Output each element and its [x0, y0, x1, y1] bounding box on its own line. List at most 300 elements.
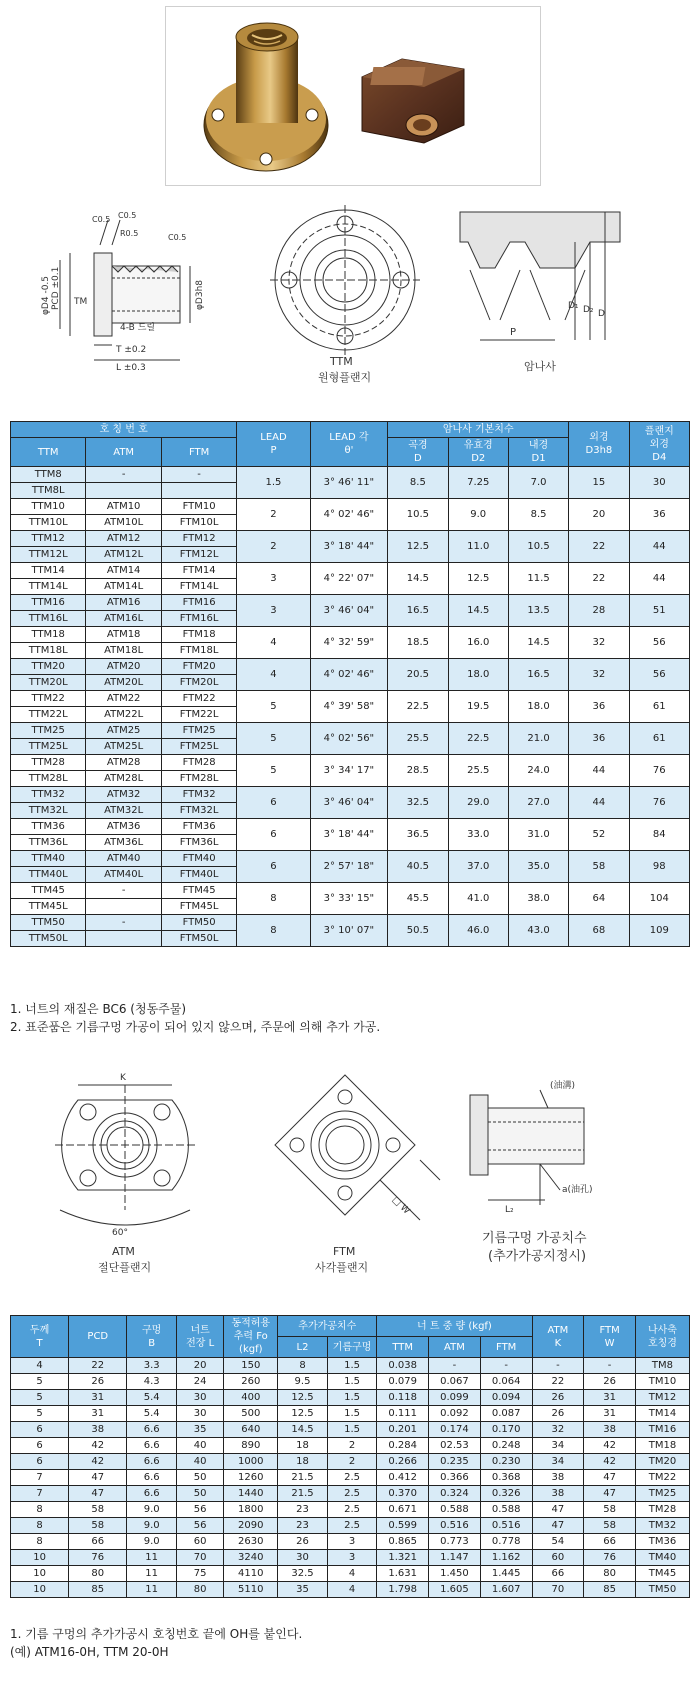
cell-thrust: 4110: [224, 1566, 278, 1582]
atm-angle: 60°: [112, 1228, 128, 1238]
cell-thrust: 640: [224, 1422, 278, 1438]
header-atm-k: [532, 1316, 584, 1358]
cell-l2: 23: [278, 1518, 328, 1534]
cell-length: 56: [176, 1502, 223, 1518]
cell-length: 24: [176, 1374, 223, 1390]
cell-minor-d1: 13.5: [508, 595, 568, 627]
cell-oil-hole: 2.5: [327, 1502, 377, 1518]
cell-atm: ATM20L: [86, 675, 161, 691]
cell-length: 70: [176, 1550, 223, 1566]
header-code-group: 호 칭 번 호: [11, 422, 237, 438]
cell-lead: 6: [237, 819, 310, 851]
atm-k: K: [120, 1073, 126, 1083]
cell-pitch-d2: 18.0: [448, 659, 508, 691]
cell-hole: 5.4: [127, 1390, 177, 1406]
dim-c05c: C0.5: [168, 233, 187, 242]
cell-major-d: 28.5: [388, 755, 448, 787]
cell-outer-diameter: 32: [569, 659, 629, 691]
header-lead-angle: [310, 422, 388, 467]
cell-pitch-d2: 14.5: [448, 595, 508, 627]
cell-atm: ATM40: [86, 851, 161, 867]
cell-weight-atm: 0.516: [429, 1518, 481, 1534]
cell-atm: ATM22: [86, 691, 161, 707]
cell-oil-hole: 2.5: [327, 1518, 377, 1534]
cell-atm: ATM10L: [86, 515, 161, 531]
cell-minor-d1: 16.5: [508, 659, 568, 691]
cell-weight-atm: 0.324: [429, 1486, 481, 1502]
cell-outer-diameter: 22: [569, 563, 629, 595]
cell-ftm-w: 31: [584, 1390, 636, 1406]
cell-screw-code: TM18: [635, 1438, 689, 1454]
header-fl-line3: D4: [652, 451, 667, 463]
cell-l2: 32.5: [278, 1566, 328, 1582]
header-lead-angle-line2: θ': [344, 445, 354, 456]
h2-fo2: 추력 Fo: [233, 1331, 268, 1342]
dim-tm: TM: [74, 297, 88, 307]
cell-pcd: 76: [69, 1550, 127, 1566]
cell-atm-k: 38: [532, 1470, 584, 1486]
cell-l2: 9.5: [278, 1374, 328, 1390]
header-thickness: [11, 1316, 69, 1358]
cell-atm: ATM25: [86, 723, 161, 739]
cell-ftm: FTM28: [161, 755, 236, 771]
oil-caption-2: (추가가공지정시): [488, 1249, 587, 1264]
table-row: [11, 819, 690, 835]
cell-weight-ftm: 1.162: [480, 1550, 532, 1566]
cell-pcd: 26: [69, 1374, 127, 1390]
cell-weight-atm: 0.235: [429, 1454, 481, 1470]
cell-ftm: FTM16L: [161, 611, 236, 627]
cell-atm: ATM32: [86, 787, 161, 803]
oil-top-label: (油溝): [550, 1081, 576, 1091]
thread-p: P: [510, 327, 517, 338]
cell-outer-diameter: 44: [569, 755, 629, 787]
cell-lead: 6: [237, 851, 310, 883]
cell-atm-k: 70: [532, 1582, 584, 1598]
cell-oil-hole: 2: [327, 1454, 377, 1470]
table-row: [11, 1470, 690, 1486]
cell-ttm: TTM22L: [11, 707, 86, 723]
header-weight-ttm: TTM: [377, 1337, 429, 1358]
cell-pitch-d2: 25.5: [448, 755, 508, 787]
cell-ftm: FTM50: [161, 915, 236, 931]
cell-minor-d1: 18.0: [508, 691, 568, 723]
thread-d1: D₁: [568, 301, 579, 311]
cell-weight-ftm: 0.230: [480, 1454, 532, 1470]
h2-l2: 전장 L: [186, 1337, 215, 1349]
table-row: [11, 1518, 690, 1534]
cell-atm-k: 66: [532, 1566, 584, 1582]
ttm-section-drawing: [0, 200, 700, 415]
cell-ttm: TTM50L: [11, 931, 86, 947]
dim-4b: 4-B 드릴: [120, 323, 156, 333]
thread-d2: D₂: [583, 305, 594, 315]
cell-hole: 6.6: [127, 1422, 177, 1438]
h2-w1: FTM: [599, 1324, 620, 1336]
table-row: [11, 1502, 690, 1518]
cell-weight-ftm: 0.170: [480, 1422, 532, 1438]
cell-weight-ftm: 0.326: [480, 1486, 532, 1502]
cell-ttm: TTM16L: [11, 611, 86, 627]
cell-thickness: 6: [11, 1438, 69, 1454]
cell-thickness: 10: [11, 1566, 69, 1582]
header-ftm-w: [584, 1316, 636, 1358]
ttm-caption-2: 원형플랜지: [318, 371, 372, 384]
cell-lead: 3: [237, 563, 310, 595]
header-lead-line1: LEAD: [260, 432, 287, 443]
cell-atm: ATM36: [86, 819, 161, 835]
cell-pcd: 58: [69, 1502, 127, 1518]
cell-length: 75: [176, 1566, 223, 1582]
header-d1-line2: D1: [531, 453, 546, 464]
cell-ftm: FTM22: [161, 691, 236, 707]
cell-length: 40: [176, 1454, 223, 1470]
cell-lead-angle: 4° 22' 07": [310, 563, 388, 595]
cell-weight-ttm: 0.412: [377, 1470, 429, 1486]
cell-atm: ATM32L: [86, 803, 161, 819]
cell-ftm: FTM16: [161, 595, 236, 611]
cell-ftm: FTM12: [161, 531, 236, 547]
cell-hole: 9.0: [127, 1534, 177, 1550]
cell-thrust: 3240: [224, 1550, 278, 1566]
header-atm: ATM: [86, 438, 161, 467]
cell-thickness: 7: [11, 1486, 69, 1502]
cell-ttm: TTM45: [11, 883, 86, 899]
cell-oil-hole: 4: [327, 1582, 377, 1598]
cell-thickness: 8: [11, 1534, 69, 1550]
cell-pitch-d2: 11.0: [448, 531, 508, 563]
cell-l2: 21.5: [278, 1470, 328, 1486]
cell-outer-diameter: 22: [569, 531, 629, 563]
cell-flange-diameter: 61: [629, 723, 689, 755]
cell-weight-ttm: 0.079: [377, 1374, 429, 1390]
ttm-caption-1: TTM: [330, 355, 353, 368]
cell-outer-diameter: 28: [569, 595, 629, 627]
notes-material: [10, 1000, 380, 1036]
cell-weight-atm: 0.174: [429, 1422, 481, 1438]
cell-atm: ATM14: [86, 563, 161, 579]
cell-pcd: 66: [69, 1534, 127, 1550]
cell-outer-diameter: 68: [569, 915, 629, 947]
cell-thrust: 400: [224, 1390, 278, 1406]
cell-hole: 5.4: [127, 1406, 177, 1422]
flange-drawings-svg: [0, 1060, 700, 1315]
cell-oil-hole: 3: [327, 1534, 377, 1550]
note-line: 1. 기름 구멍의 추가가공시 호칭번호 끝에 OH를 붙인다.: [10, 1627, 303, 1641]
cell-hole: 11: [127, 1566, 177, 1582]
h2-t2: T: [36, 1337, 43, 1349]
cell-flange-diameter: 30: [629, 467, 689, 499]
cell-atm: [86, 483, 161, 499]
cell-screw-code: TM12: [635, 1390, 689, 1406]
cell-ftm: FTM45L: [161, 899, 236, 915]
cell-ftm-w: 66: [584, 1534, 636, 1550]
cell-flange-diameter: 44: [629, 531, 689, 563]
cell-weight-atm: 0.067: [429, 1374, 481, 1390]
cell-l2: 18: [278, 1438, 328, 1454]
cell-weight-atm: 02.53: [429, 1438, 481, 1454]
cell-thickness: 5: [11, 1374, 69, 1390]
cell-minor-d1: 8.5: [508, 499, 568, 531]
thread-caption: 암나사: [524, 360, 556, 373]
cell-atm: ATM16: [86, 595, 161, 611]
cell-pitch-d2: 33.0: [448, 819, 508, 851]
cell-lead-angle: 3° 46' 11": [310, 467, 388, 499]
cell-atm: ATM36L: [86, 835, 161, 851]
cell-length: 60: [176, 1534, 223, 1550]
cell-screw-code: TM10: [635, 1374, 689, 1390]
cell-lead: 5: [237, 723, 310, 755]
cell-weight-ttm: 0.266: [377, 1454, 429, 1470]
header-hole: [127, 1316, 177, 1358]
cell-atm-k: 34: [532, 1454, 584, 1470]
ftm-dw: □ W: [389, 1195, 412, 1217]
cell-thrust: 1260: [224, 1470, 278, 1486]
cell-atm: ATM20: [86, 659, 161, 675]
cell-atm-k: 54: [532, 1534, 584, 1550]
cell-thrust: 1000: [224, 1454, 278, 1470]
table-row: [11, 1422, 690, 1438]
cell-pcd: 42: [69, 1438, 127, 1454]
header-flange-diameter: [629, 422, 689, 467]
cell-l2: 14.5: [278, 1422, 328, 1438]
cell-ttm: TTM14L: [11, 579, 86, 595]
cell-hole: 9.0: [127, 1502, 177, 1518]
table-row: [11, 531, 690, 547]
cell-l2: 18: [278, 1454, 328, 1470]
cell-oil-hole: 3: [327, 1550, 377, 1566]
cell-atm: [86, 931, 161, 947]
header-ftm: FTM: [161, 438, 236, 467]
cell-flange-diameter: 109: [629, 915, 689, 947]
cell-ttm: TTM14: [11, 563, 86, 579]
cell-weight-ftm: 1.445: [480, 1566, 532, 1582]
cell-ftm-w: 42: [584, 1438, 636, 1454]
cell-oil-hole: 1.5: [327, 1358, 377, 1374]
cell-lead: 4: [237, 659, 310, 691]
header-lead-angle-line1: LEAD 각: [329, 432, 369, 443]
cell-flange-diameter: 44: [629, 563, 689, 595]
cell-major-d: 14.5: [388, 563, 448, 595]
cell-pitch-d2: 41.0: [448, 883, 508, 915]
cell-ttm: TTM8L: [11, 483, 86, 499]
header-d-line2: D: [414, 453, 422, 464]
cell-lead: 8: [237, 915, 310, 947]
cell-screw-code: TM45: [635, 1566, 689, 1582]
header-lead: [237, 422, 310, 467]
cell-lead-angle: 3° 33' 15": [310, 883, 388, 915]
header-lead-line2: P: [270, 445, 277, 456]
cell-flange-diameter: 76: [629, 755, 689, 787]
table-row: [11, 499, 690, 515]
cell-major-d: 50.5: [388, 915, 448, 947]
cell-ftm: FTM22L: [161, 707, 236, 723]
cell-pitch-d2: 7.25: [448, 467, 508, 499]
cell-lead-angle: 2° 57' 18": [310, 851, 388, 883]
cell-atm: ATM18: [86, 627, 161, 643]
cell-flange-diameter: 104: [629, 883, 689, 915]
cell-atm-k: 22: [532, 1374, 584, 1390]
cell-weight-ttm: 0.865: [377, 1534, 429, 1550]
dim-c05a: C0.5: [92, 215, 111, 224]
cell-ftm-w: 58: [584, 1518, 636, 1534]
cell-ftm-w: 42: [584, 1454, 636, 1470]
cell-weight-ttm: 1.798: [377, 1582, 429, 1598]
cell-flange-diameter: 84: [629, 819, 689, 851]
cell-major-d: 45.5: [388, 883, 448, 915]
cell-minor-d1: 21.0: [508, 723, 568, 755]
cell-ftm: FTM20: [161, 659, 236, 675]
cell-pcd: 80: [69, 1566, 127, 1582]
h2-l1: 너트: [190, 1324, 210, 1336]
cell-thrust: 5110: [224, 1582, 278, 1598]
cell-weight-ttm: 1.631: [377, 1566, 429, 1582]
cell-atm: [86, 899, 161, 915]
header-oil-hole: 기름구멍: [327, 1337, 377, 1358]
cell-lead-angle: 4° 32' 59": [310, 627, 388, 659]
cell-ttm: TTM10L: [11, 515, 86, 531]
cell-screw-code: TM50: [635, 1582, 689, 1598]
cell-major-d: 16.5: [388, 595, 448, 627]
cell-lead: 5: [237, 691, 310, 723]
cell-atm: -: [86, 467, 161, 483]
table-row: [11, 1390, 690, 1406]
cell-minor-d1: 31.0: [508, 819, 568, 851]
header-l2: L2: [278, 1337, 328, 1358]
cell-minor-d1: 43.0: [508, 915, 568, 947]
cell-screw-code: TM28: [635, 1502, 689, 1518]
cell-minor-d1: 38.0: [508, 883, 568, 915]
header-d2-line1: 유효경: [463, 440, 493, 451]
cell-atm: ATM18L: [86, 643, 161, 659]
cell-ftm-w: -: [584, 1358, 636, 1374]
cell-lead-angle: 3° 46' 04": [310, 787, 388, 819]
cell-thrust: 2630: [224, 1534, 278, 1550]
cell-length: 50: [176, 1486, 223, 1502]
cell-length: 20: [176, 1358, 223, 1374]
cell-ftm: FTM28L: [161, 771, 236, 787]
cell-oil-hole: 1.5: [327, 1374, 377, 1390]
cell-pcd: 47: [69, 1486, 127, 1502]
cell-pcd: 31: [69, 1390, 127, 1406]
cell-length: 35: [176, 1422, 223, 1438]
cell-lead: 4: [237, 627, 310, 659]
header-d2-line2: D2: [471, 453, 486, 464]
h2-b2: B: [148, 1337, 156, 1349]
cell-atm: ATM22L: [86, 707, 161, 723]
cell-lead-angle: 3° 18' 44": [310, 531, 388, 563]
note-line: (예) ATM16-0H, TTM 20-0H: [10, 1645, 169, 1659]
header-thrust: [224, 1316, 278, 1358]
cell-major-d: 25.5: [388, 723, 448, 755]
cell-minor-d1: 11.5: [508, 563, 568, 595]
header-weight-ftm: FTM: [480, 1337, 532, 1358]
cell-ftm: FTM18L: [161, 643, 236, 659]
cell-flange-diameter: 56: [629, 659, 689, 691]
h2-w2: W: [604, 1337, 615, 1349]
h2-b1: 구멍: [141, 1324, 162, 1336]
cell-thickness: 10: [11, 1582, 69, 1598]
cell-weight-atm: 0.099: [429, 1390, 481, 1406]
cell-oil-hole: 1.5: [327, 1390, 377, 1406]
cell-major-d: 18.5: [388, 627, 448, 659]
cell-hole: 6.6: [127, 1486, 177, 1502]
cell-minor-d1: 35.0: [508, 851, 568, 883]
cell-outer-diameter: 64: [569, 883, 629, 915]
dim-d3: φD3h8: [195, 279, 205, 310]
cell-thrust: 150: [224, 1358, 278, 1374]
cell-thrust: 500: [224, 1406, 278, 1422]
cell-thickness: 5: [11, 1390, 69, 1406]
dim-r05: R0.5: [120, 229, 139, 238]
cell-ftm: FTM25L: [161, 739, 236, 755]
dim-d4: φD4 -0.5: [41, 275, 51, 315]
cell-ftm: FTM50L: [161, 931, 236, 947]
table-row: [11, 691, 690, 707]
cell-oil-hole: 2.5: [327, 1486, 377, 1502]
cell-screw-code: TM25: [635, 1486, 689, 1502]
cell-ftm-w: 85: [584, 1582, 636, 1598]
header-pcd: PCD: [69, 1316, 127, 1358]
cell-oil-hole: 2: [327, 1438, 377, 1454]
cell-ttm: TTM36L: [11, 835, 86, 851]
cell-length: 80: [176, 1582, 223, 1598]
table-row: [11, 883, 690, 899]
cell-major-d: 12.5: [388, 531, 448, 563]
cell-outer-diameter: 15: [569, 467, 629, 499]
cell-flange-diameter: 56: [629, 627, 689, 659]
dim-c05b: C0.5: [118, 211, 137, 220]
cell-hole: 11: [127, 1582, 177, 1598]
cell-l2: 21.5: [278, 1486, 328, 1502]
cell-major-d: 10.5: [388, 499, 448, 531]
cell-ftm-w: 26: [584, 1374, 636, 1390]
cell-lead-angle: 4° 02' 46": [310, 499, 388, 531]
cell-outer-diameter: 52: [569, 819, 629, 851]
cell-thickness: 10: [11, 1550, 69, 1566]
cell-outer-diameter: 44: [569, 787, 629, 819]
cell-length: 56: [176, 1518, 223, 1534]
table-row: [11, 1406, 690, 1422]
cell-weight-ttm: 0.370: [377, 1486, 429, 1502]
cell-pcd: 22: [69, 1358, 127, 1374]
oil-l2-label: L₂: [505, 1205, 514, 1215]
table-row: [11, 627, 690, 643]
header-ttm: TTM: [11, 438, 86, 467]
cell-atm-k: 38: [532, 1486, 584, 1502]
cell-thrust: 1440: [224, 1486, 278, 1502]
cell-screw-code: TM8: [635, 1358, 689, 1374]
cell-pitch-d2: 37.0: [448, 851, 508, 883]
cell-ftm: FTM40: [161, 851, 236, 867]
cell-screw-code: TM32: [635, 1518, 689, 1534]
cell-weight-ftm: 0.778: [480, 1534, 532, 1550]
header-screw-code: [635, 1316, 689, 1358]
cell-ftm: FTM32: [161, 787, 236, 803]
table-row: [11, 1582, 690, 1598]
cell-ttm: TTM12: [11, 531, 86, 547]
cell-weight-atm: 0.366: [429, 1470, 481, 1486]
cell-ftm: FTM10: [161, 499, 236, 515]
cell-weight-atm: 0.773: [429, 1534, 481, 1550]
cell-weight-ttm: 0.118: [377, 1390, 429, 1406]
table-row: [11, 755, 690, 771]
table-row: [11, 723, 690, 739]
cell-flange-diameter: 76: [629, 787, 689, 819]
cell-major-d: 8.5: [388, 467, 448, 499]
cell-atm: -: [86, 883, 161, 899]
cell-weight-ftm: 0.248: [480, 1438, 532, 1454]
